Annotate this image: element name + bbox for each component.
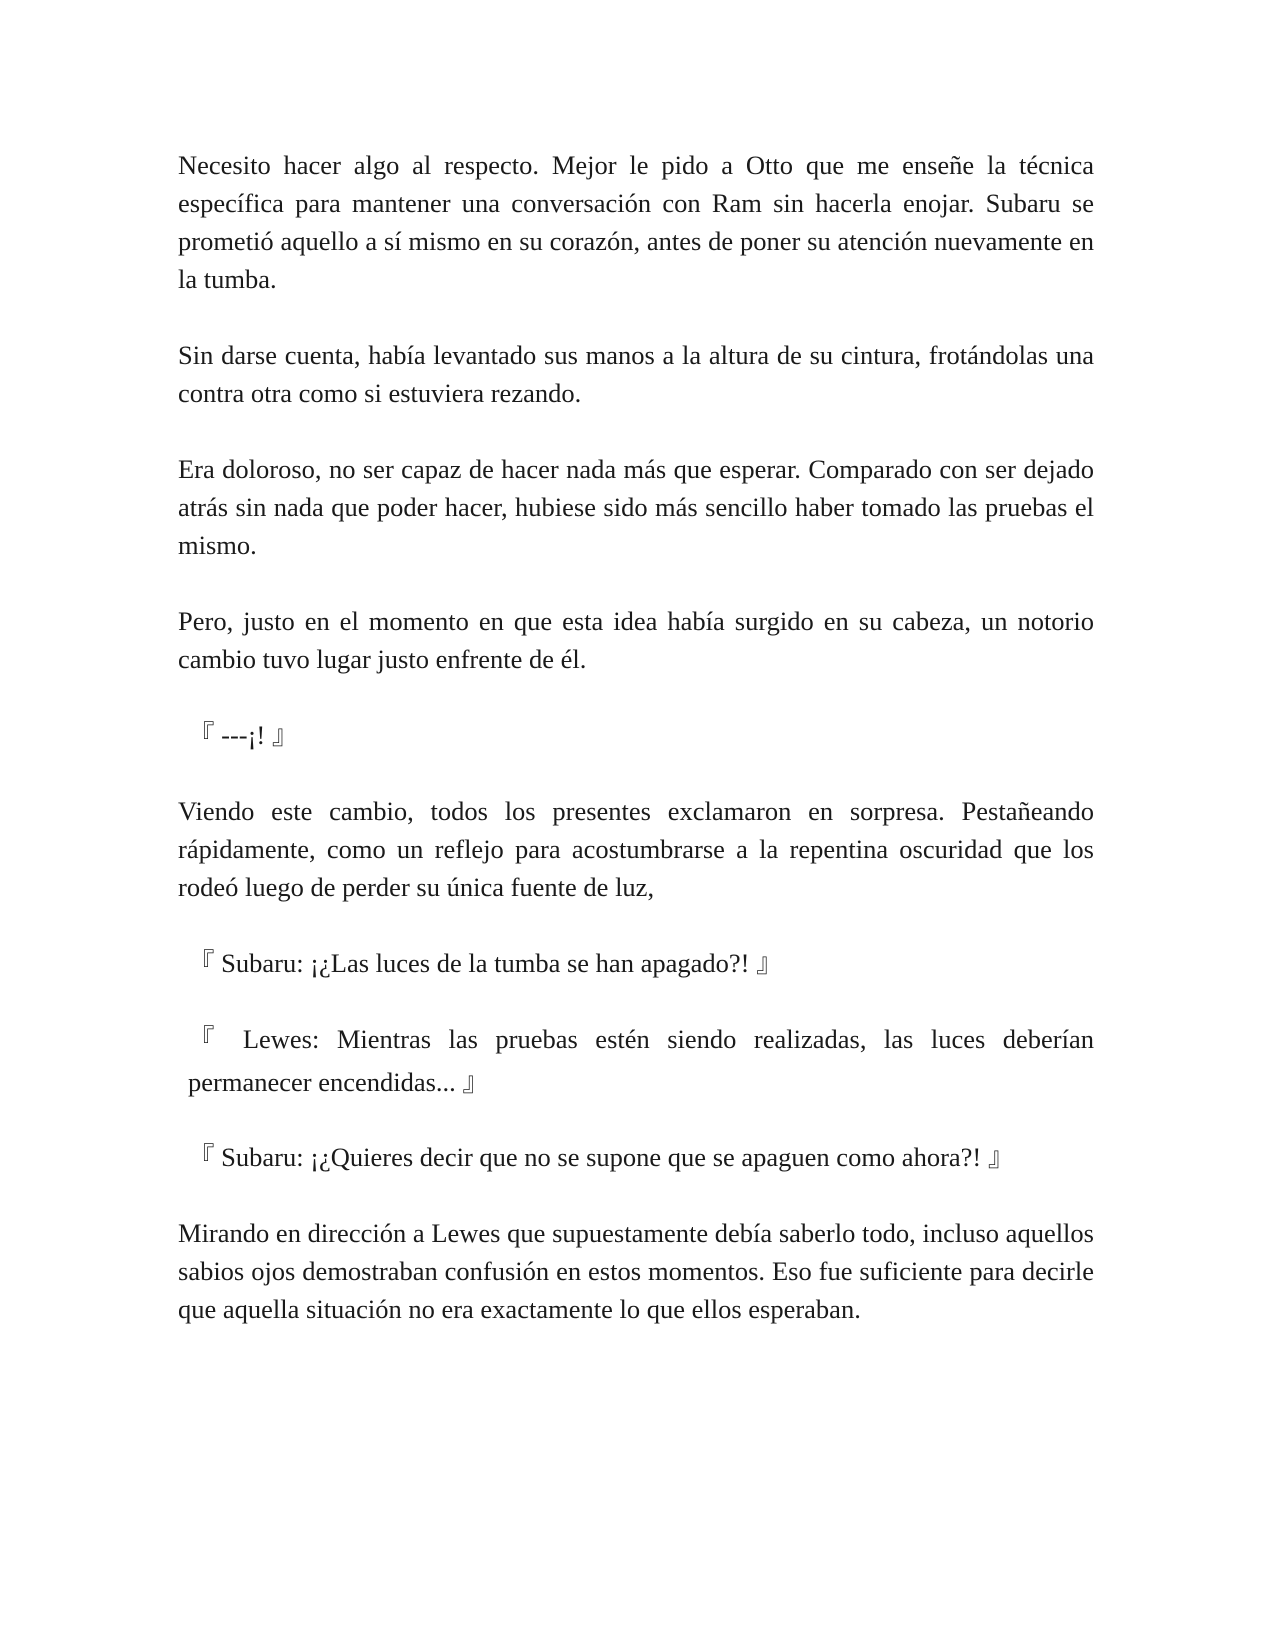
dialogue-subaru-1: 『 Subaru: ¡¿Las luces de la tumba se han apagado?! 』 bbox=[188, 948, 783, 978]
paragraph-2: Sin darse cuenta, había levantado sus manos a la altura de su cintura, frotándolas una contra otra como si estuviera rezando. bbox=[178, 340, 1094, 408]
paragraph-3: Era doloroso, no ser capaz de hacer nada más que esperar. Comparado con ser dejado atrás sin nada que poder hacer, hubiese sido más sencillo haber tomado las pruebas el mismo. bbox=[178, 454, 1094, 560]
paragraph-4: Pero, justo en el momento en que esta idea había surgido en su cabeza, un notorio cambio tuvo lugar justo enfrente de él. bbox=[178, 606, 1094, 674]
text-body bbox=[178, 146, 1094, 1366]
dialogue-lewes: 『 Lewes: Mientras las pruebas estén siendo realizadas, las luces deberían permanecer encendidas... 』 bbox=[188, 1024, 1094, 1097]
paragraph-5: Viendo este cambio, todos los presentes exclamaron en sorpresa. Pestañeando rápidamente, como un reflejo para acostumbrarse a la repentina oscuridad que los rodeó luego de perder su única fuente de luz, bbox=[178, 796, 1094, 902]
paragraph-6: Mirando en dirección a Lewes que supuestamente debía saberlo todo, incluso aquellos sabios ojos demostraban confusión en estos momentos. Eso fue suficiente para decirle que aquella situación no era exactamente lo que ellos esperaban. bbox=[178, 1218, 1094, 1324]
dialogue-exclamation: 『 ---¡! 』 bbox=[188, 720, 299, 750]
dialogue-subaru-2: 『 Subaru: ¡¿Quieres decir que no se supone que se apaguen como ahora?! 』 bbox=[188, 1142, 1015, 1172]
paragraph-1: Necesito hacer algo al respecto. Mejor le pido a Otto que me enseñe la técnica específica para mantener una conversación con Ram sin hacerla enojar. Subaru se prometió aquello a sí mismo en su corazón, antes de poner su atención nuevamente en la tumba. bbox=[178, 150, 1094, 294]
